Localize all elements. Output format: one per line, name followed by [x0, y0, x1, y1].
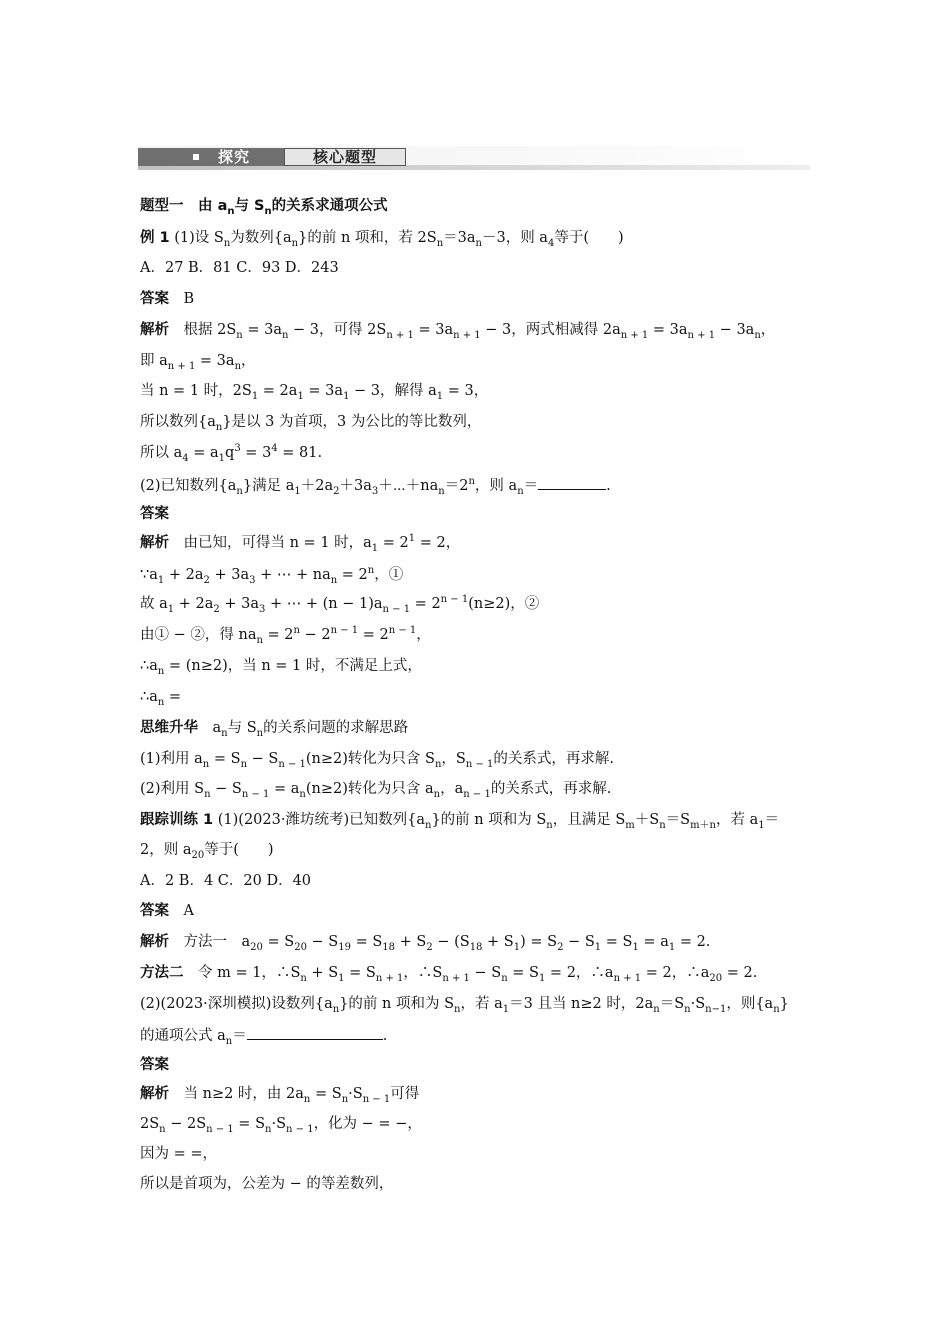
text-segment: A [169, 903, 194, 919]
text-segment: 答案 [140, 291, 169, 307]
subscript: 1 [513, 941, 521, 953]
subscript: 1 [668, 941, 676, 953]
text-line [140, 1114, 422, 1134]
subscript: 20 [294, 941, 307, 953]
text-segment: + 2a [174, 596, 214, 612]
text-segment: ＝ [232, 1028, 247, 1044]
subscript: n − 1 [463, 788, 491, 800]
text-line [140, 932, 710, 952]
text-segment: a [198, 720, 222, 736]
text-segment: 2，则 a [140, 842, 192, 858]
subscript: 2 [426, 941, 433, 953]
text-segment: − S [469, 965, 502, 981]
subscript: n [332, 1003, 340, 1015]
text-segment: − 3a [715, 322, 755, 338]
subscript: n [204, 788, 211, 800]
subscript: n [454, 1003, 461, 1015]
text-segment: . [606, 478, 611, 494]
subscript: n [424, 819, 432, 831]
text-segment: q [225, 445, 235, 461]
text-segment: = S [507, 965, 539, 981]
text-segment: − S [210, 781, 242, 797]
text-segment: = a [188, 445, 219, 461]
banner-dark-label: 探究 [218, 148, 251, 166]
text-segment: = 3， [443, 383, 489, 399]
text-segment: − 3，两式相减得 2a [480, 322, 621, 338]
text-segment: = 2 [262, 627, 294, 643]
text-segment: 的关系式，再求解. [493, 751, 614, 767]
subscript: n [227, 205, 235, 217]
superscript: n − 1 [440, 594, 469, 606]
text-segment: = 2，∴a [641, 965, 710, 981]
text-segment: } [779, 996, 789, 1012]
text-segment: }的前 n 项和，若 2S [298, 230, 437, 246]
subscript: 18 [382, 941, 396, 953]
text-line [140, 594, 539, 614]
text-segment: 当 n≥2 时，由 2a [169, 1086, 304, 1102]
subscript: n [653, 1003, 660, 1015]
text-segment: ＋S [634, 812, 660, 828]
text-segment: . [382, 1028, 388, 1044]
text-segment: }满足 a [242, 478, 295, 494]
text-segment: = 3 [240, 445, 272, 461]
subscript: 1 [294, 485, 301, 497]
subscript: n [264, 205, 272, 217]
answer-blank [247, 1024, 383, 1040]
text-segment: = 3a [242, 322, 282, 338]
text-line [140, 1084, 419, 1104]
text-segment: 解析 [140, 535, 169, 551]
text-segment: ， [241, 353, 256, 369]
text-segment: (n≥2)，② [468, 596, 540, 612]
subscript: n [256, 634, 263, 646]
text-segment: 所以数列{a [140, 414, 216, 430]
subscript: n [221, 727, 228, 739]
subscript: 1 [502, 1003, 510, 1015]
text-segment: ，且满足 S [552, 812, 626, 828]
text-segment: ，若 a [716, 812, 759, 828]
text-line [140, 1144, 217, 1164]
subscript: n + 1 [687, 329, 716, 341]
subscript: n − 1 [286, 1123, 314, 1135]
text-segment: ，则 a [474, 478, 518, 494]
subscript: n [159, 1123, 166, 1135]
text-segment: = (n≥2)，当 n = 1 时，不满足上式， [164, 658, 422, 674]
text-segment: 答案 [140, 903, 169, 919]
subscript: 2 [203, 574, 210, 586]
text-segment: 解析 [140, 934, 169, 950]
text-segment: ∴a [140, 689, 158, 705]
text-segment: + ⋯ + na [255, 567, 331, 583]
subscript: 3 [249, 574, 256, 586]
subscript: 2 [213, 603, 220, 615]
subscript: n [234, 360, 242, 372]
text-segment: − 3，解得 a [349, 383, 437, 399]
subscript: n − 1 [206, 1123, 234, 1135]
subscript: m [625, 819, 635, 831]
text-segment: ·S [271, 1116, 287, 1132]
subscript: n [202, 758, 210, 770]
subscript: 1 [218, 452, 226, 464]
text-segment: 为数列{a [230, 230, 292, 246]
subscript: n − 1 [465, 758, 494, 770]
text-line [140, 963, 757, 983]
text-segment: = 3a [195, 353, 235, 369]
text-segment: 所以是首项为，公差为 − 的等差数列， [140, 1176, 394, 1192]
superscript: 3 [234, 443, 241, 455]
text-segment: S [254, 198, 265, 214]
square-bullet-icon [193, 154, 199, 160]
subscript: n [291, 237, 299, 249]
text-segment: = a [638, 934, 669, 950]
superscript: n [293, 625, 300, 637]
subscript: n [265, 1123, 272, 1135]
text-segment: ) = S [520, 934, 558, 950]
subscript: n − 1 [278, 758, 306, 770]
text-segment: = S [601, 934, 633, 950]
text-segment: = [164, 689, 182, 705]
text-segment: (1)设 S [169, 230, 224, 246]
text-segment: 例 1 [140, 230, 170, 246]
text-line [140, 779, 611, 799]
text-segment: 由已知，可得当 n = 1 时，a [169, 535, 372, 551]
text-segment: 当 n = 1 时，2S [140, 383, 252, 399]
subscript: 1 [538, 972, 546, 984]
text-segment: ·S [348, 1086, 363, 1102]
banner-dark-tab [138, 148, 284, 166]
text-segment: 方法二 [140, 965, 184, 981]
subscript: 1 [436, 390, 444, 402]
text-line [140, 565, 403, 585]
subscript: n [236, 485, 243, 497]
text-segment: (2)已知数列{a [140, 478, 237, 494]
text-segment: + 3a [209, 567, 250, 583]
text-segment: 与 [234, 198, 255, 214]
text-segment: 即 a [140, 353, 168, 369]
subscript: n − 1 [382, 603, 411, 615]
text-segment: 由① − ②，得 na [140, 627, 257, 643]
subscript: 3 [259, 603, 266, 615]
text-segment: + 2a [164, 567, 204, 583]
subscript: n [215, 421, 223, 433]
subscript: n [223, 237, 231, 249]
text-line [140, 1174, 393, 1194]
subscript: n [157, 696, 165, 708]
text-segment: = 2. [722, 965, 758, 981]
subscript: n [236, 329, 243, 341]
text-segment: + S [395, 934, 427, 950]
subscript: n + 1 [442, 972, 470, 984]
text-segment: = 2， [415, 535, 461, 551]
text-segment: 方法一 a [169, 934, 251, 950]
text-segment: ，S [441, 751, 466, 767]
subscript: n [659, 819, 666, 831]
text-line [140, 718, 408, 738]
subscript: n [256, 727, 264, 739]
text-segment: − S [306, 934, 339, 950]
subscript: n + 1 [375, 972, 404, 984]
text-segment: 所以 a [140, 445, 183, 461]
text-line [140, 474, 611, 496]
superscript: n [367, 565, 375, 577]
text-segment: ＝3 且当 n≥2 时，2a [509, 996, 654, 1012]
text-segment: = 3a [303, 383, 344, 399]
subscript: 3 [371, 485, 379, 497]
subscript: n [433, 788, 441, 800]
text-segment: (n≥2)转化为只含 a [305, 781, 434, 797]
text-segment: − (S [432, 934, 470, 950]
subscript: n [240, 758, 248, 770]
text-line [140, 258, 339, 278]
text-line [140, 901, 194, 921]
text-segment: ，若 a [460, 996, 503, 1012]
text-segment: = 2 [358, 627, 389, 643]
text-line [140, 625, 431, 645]
text-segment: }的前 n 项和为 S [431, 812, 547, 828]
subscript: 1 [758, 819, 765, 831]
text-segment: + ⋯ + (n − 1)a [265, 596, 383, 612]
text-line [140, 656, 422, 676]
text-segment: 跟踪训练 1 [140, 812, 214, 828]
text-segment: = 2 [337, 567, 368, 583]
text-segment: 答案 [140, 1057, 169, 1073]
text-segment: = 2，∴a [545, 965, 614, 981]
subscript: n [517, 485, 524, 497]
subscript: n [341, 1093, 349, 1105]
text-line [140, 749, 614, 769]
text-segment: = S [233, 1116, 266, 1132]
subscript: n [436, 237, 444, 249]
text-line [140, 289, 194, 309]
text-segment: ，则{a [726, 996, 774, 1012]
text-line [140, 443, 322, 463]
text-line [140, 504, 169, 524]
text-line [140, 1055, 169, 1075]
subscript: n [438, 485, 445, 497]
subscript: n [281, 329, 289, 341]
subscript: 1 [594, 941, 602, 953]
text-segment: 因为 = =， [140, 1146, 218, 1162]
text-segment: B [169, 291, 195, 307]
subscript: 1 [632, 941, 639, 953]
subscript: n [300, 972, 307, 984]
subscript: n − 1 [241, 788, 270, 800]
text-segment: ＝S [659, 996, 685, 1012]
subscript: 1 [338, 972, 345, 984]
subscript: n [546, 819, 553, 831]
text-segment: 与 S [227, 720, 257, 736]
text-line [140, 840, 274, 860]
text-segment: (2)(2023·深圳模拟)设数列{a [140, 996, 333, 1012]
text-line [140, 381, 488, 401]
text-segment: ，化为 − = −， [313, 1116, 422, 1132]
subscript: 1 [343, 390, 350, 402]
text-segment: = a [269, 781, 300, 797]
text-segment: ＋⋯＋na [378, 478, 439, 494]
text-segment: + 3a [219, 596, 260, 612]
text-segment: }是以 3 为首项，3 为公比的等比数列， [222, 414, 482, 430]
subscript: 1 [251, 390, 259, 402]
text-segment: ∴a [140, 658, 158, 674]
superscript: n − 1 [330, 625, 359, 637]
subscript: n [773, 1003, 780, 1015]
subscript: 1 [157, 574, 165, 586]
text-segment: + S [306, 965, 339, 981]
text-segment: a [217, 198, 228, 214]
text-segment: ·S [690, 996, 706, 1012]
superscript: 1 [408, 533, 416, 545]
subscript: 1 [297, 390, 304, 402]
subscript: n [330, 574, 338, 586]
text-line [140, 1024, 387, 1046]
text-line [140, 994, 789, 1014]
text-segment: ＝ [523, 478, 539, 494]
text-segment: (2)利用 S [140, 781, 205, 797]
text-segment: }的前 n 项和为 S [339, 996, 455, 1012]
text-segment: ，a [440, 781, 464, 797]
text-segment: ＋2a [300, 478, 334, 494]
subscript: 2 [557, 941, 564, 953]
text-segment: 解析 [140, 1086, 169, 1102]
text-segment: 故 a [140, 596, 168, 612]
text-segment: ， [760, 322, 776, 338]
subscript: n [303, 1093, 311, 1105]
text-segment: (1)(2023·潍坊统考)已知数列{a [213, 812, 425, 828]
subscript: 20 [250, 941, 263, 953]
text-segment: 的关系式，再求解. [490, 781, 612, 797]
text-segment: = S [310, 1086, 342, 1102]
text-segment: = 3a [648, 322, 688, 338]
text-segment: + S [482, 934, 514, 950]
text-segment: = 2a [258, 383, 298, 399]
subscript: n−1 [705, 1003, 727, 1015]
subscript: n + 1 [613, 972, 642, 984]
text-line [140, 351, 256, 371]
text-segment: = 2. [675, 934, 711, 950]
text-segment: ，∴S [403, 965, 443, 981]
text-line [140, 533, 460, 553]
text-segment: ， [416, 627, 431, 643]
text-segment: − 2S [165, 1116, 207, 1132]
text-segment: = 2 [378, 535, 409, 551]
text-segment: 等于( ) [554, 230, 624, 246]
text-segment: 答案 [140, 506, 169, 522]
superscript: 4 [271, 443, 278, 455]
text-line [140, 196, 388, 216]
text-segment: 令 m = 1，∴S [183, 965, 301, 981]
text-segment: 根据 2S [169, 322, 237, 338]
subscript: n [754, 329, 761, 341]
text-segment: －3，则 a [481, 230, 548, 246]
text-segment: = S [262, 934, 295, 950]
text-line [140, 687, 181, 707]
text-segment: = S [209, 751, 241, 767]
text-line [140, 871, 311, 891]
subscript: 19 [338, 941, 351, 953]
subscript: n [434, 758, 442, 770]
subscript: n [475, 237, 482, 249]
subscript: n + 1 [453, 329, 481, 341]
subscript: n + 1 [386, 329, 414, 341]
text-segment: − S [563, 934, 595, 950]
subscript: n + 1 [620, 329, 649, 341]
text-segment: A．2 B．4 C．20 D．40 [140, 873, 312, 889]
text-segment: (1)利用 a [140, 751, 203, 767]
subscript: n [299, 788, 306, 800]
text-segment: 的通项公式 a [140, 1028, 226, 1044]
answer-blank [538, 474, 606, 490]
text-segment: = S [344, 965, 376, 981]
subscript: n − 1 [362, 1093, 391, 1105]
text-segment: 题型一 由 [140, 198, 218, 214]
text-segment: ＝ [764, 812, 780, 828]
text-segment: = 3a [413, 322, 454, 338]
text-segment: − 2 [299, 627, 331, 643]
text-segment: = S [350, 934, 383, 950]
superscript: n − 1 [388, 625, 417, 637]
text-segment: (n≥2)转化为只含 S [305, 751, 435, 767]
text-segment: ＝S [665, 812, 691, 828]
text-segment: − 3，可得 2S [288, 322, 387, 338]
superscript: n [468, 476, 475, 488]
section-banner [138, 146, 810, 170]
text-line [140, 320, 775, 340]
subscript: n [501, 972, 508, 984]
text-line [140, 412, 481, 432]
text-segment: ＋3a [339, 478, 372, 494]
subscript: n + 1 [167, 360, 196, 372]
subscript: n [684, 1003, 691, 1015]
subscript: n [225, 1035, 233, 1047]
text-segment: 等于( ) [204, 842, 274, 858]
text-segment: A．27 B．81 C．93 D．243 [140, 260, 339, 276]
text-line [140, 810, 779, 830]
text-line [140, 228, 624, 248]
subscript: 4 [182, 452, 189, 464]
subscript: 20 [709, 972, 723, 984]
text-segment: 解析 [140, 322, 169, 338]
text-segment: 可得 [390, 1086, 420, 1102]
text-segment: ，① [374, 567, 404, 583]
subscript: n [157, 665, 165, 677]
subscript: m＋n [690, 819, 717, 831]
subscript: 1 [167, 603, 175, 615]
text-segment: = 81. [277, 445, 323, 461]
text-segment: = 2 [410, 596, 441, 612]
text-segment: 思维升华 [140, 720, 198, 736]
text-segment: ＝2 [444, 478, 469, 494]
subscript: 20 [191, 849, 205, 861]
text-segment: ＝3a [443, 230, 476, 246]
banner-light-label: 核心题型 [284, 148, 406, 166]
subscript: 2 [333, 485, 340, 497]
text-segment: 的关系求通项公式 [271, 198, 388, 214]
text-segment: 2S [140, 1116, 160, 1132]
text-segment: − S [247, 751, 279, 767]
subscript: 4 [547, 237, 555, 249]
subscript: 18 [469, 941, 483, 953]
text-segment: ∵a [140, 567, 158, 583]
subscript: 1 [371, 542, 379, 554]
text-segment: 的关系问题的求解思路 [263, 720, 409, 736]
